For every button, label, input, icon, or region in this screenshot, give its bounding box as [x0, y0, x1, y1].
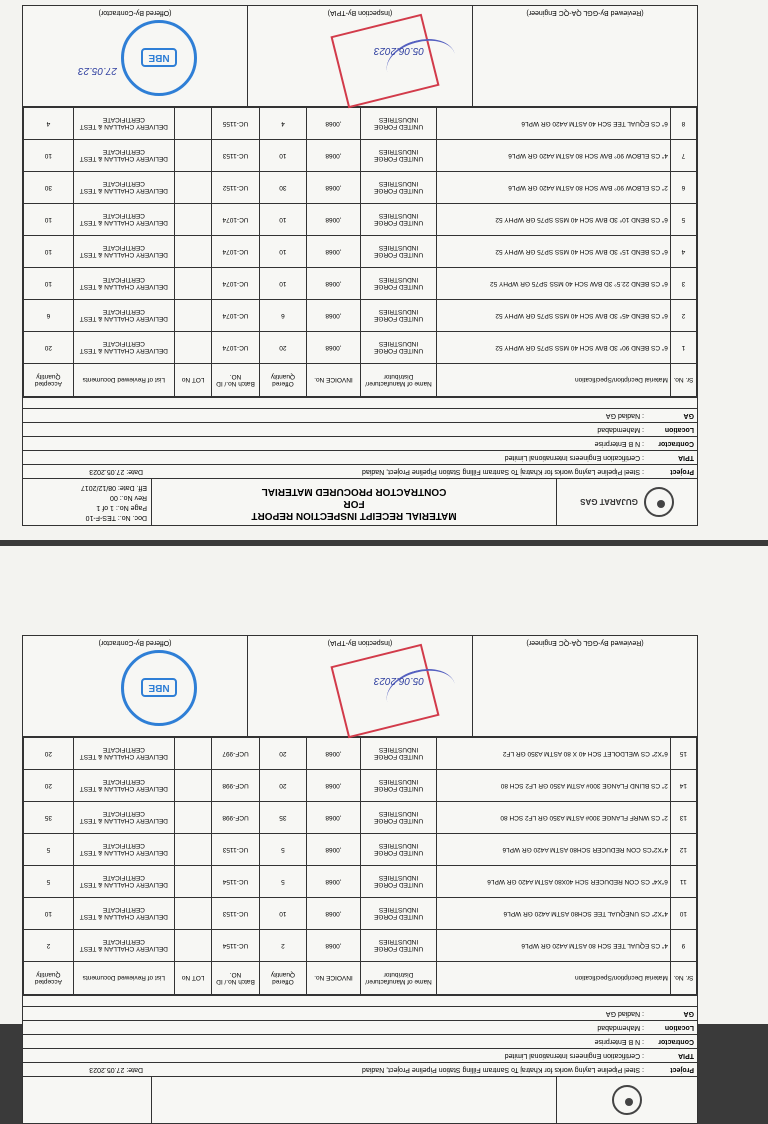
batch-cell: UC-1074 — [212, 204, 259, 236]
invoice-cell: ,0068 — [307, 172, 360, 204]
offered-qty-cell: 5 — [259, 866, 307, 898]
lot-cell — [174, 204, 212, 236]
batch-cell: UC-1074 — [212, 236, 259, 268]
manufacturer-cell: UNITED FORGE INDUSTRIES — [360, 866, 437, 898]
manufacturer-cell: UNITED FORGE INDUSTRIES — [360, 300, 437, 332]
documents-cell: DELIVERY CHALLAN & TEST CERTIFICATE — [73, 108, 174, 140]
ga-value: : Nadiad GA — [605, 1010, 644, 1017]
invoice-cell: ,0068 — [307, 770, 360, 802]
col-lot: LOT No — [174, 364, 212, 397]
location-label: Location — [664, 426, 694, 433]
tpia-value: : Certification Engineers International Limited — [504, 454, 644, 461]
report-page-2 — [0, 546, 768, 1073]
ga-row — [23, 1006, 697, 1020]
offered-qty-cell: 10 — [259, 268, 307, 300]
sr-no-cell: 14 — [670, 770, 696, 802]
invoice-cell: ,0068 — [307, 834, 360, 866]
description-cell: 2" CS ELBOW 90° B/W SCH 80 ASTM A420 GR WPL6 — [437, 172, 670, 204]
location-value: : Mahemdabad — [597, 1024, 644, 1031]
invoice-cell: ,0068 — [307, 898, 360, 930]
sr-no-cell: 13 — [670, 802, 696, 834]
description-cell: 2" CS WNRF FLANGE 300# ASTM A350 GR LF2 SCH 80 — [437, 802, 670, 834]
project-row — [23, 1062, 697, 1076]
report-header — [23, 478, 697, 525]
documents-cell: DELIVERY CHALLAN & TEST CERTIFICATE — [73, 300, 174, 332]
ggl-signature-label: (Reviewed By-GGL QA-QC Engineer) — [526, 9, 644, 16]
project-row — [23, 464, 697, 478]
report-date: Date: 27.05.2023 — [89, 468, 143, 475]
sr-no-cell: 9 — [670, 930, 696, 962]
sr-no-cell: 7 — [670, 140, 696, 172]
offered-qty-cell: 4 — [259, 108, 307, 140]
description-cell: 6" CS BEND 22.5° 3D B/W SCH 40 MSS SP75 GR WPHY 52 — [437, 268, 670, 300]
flame-logo-icon — [612, 1085, 642, 1115]
col-documents: List of Reviewed Documents — [73, 364, 174, 397]
accepted-qty-cell: 20 — [24, 770, 74, 802]
col-manufacturer: Name of Manufacturer/ Distributor — [360, 364, 437, 397]
lot-cell — [174, 834, 212, 866]
batch-cell: UC-1153 — [212, 898, 259, 930]
location-value: : Mahemdabad — [597, 426, 644, 433]
gujarat-gas-logo — [556, 479, 697, 525]
table-row — [24, 108, 697, 140]
spacer-row — [23, 397, 697, 408]
documents-cell: DELIVERY CHALLAN & TEST CERTIFICATE — [73, 770, 174, 802]
documents-cell: DELIVERY CHALLAN & TEST CERTIFICATE — [73, 332, 174, 364]
manufacturer-cell: UNITED FORGE INDUSTRIES — [360, 738, 437, 770]
accepted-qty-cell: 4 — [24, 108, 74, 140]
ga-row — [23, 408, 697, 422]
doc-info — [23, 479, 151, 525]
batch-cell: UC-1153 — [212, 834, 259, 866]
spacer-row — [23, 995, 697, 1006]
offered-qty-cell: 20 — [259, 738, 307, 770]
tpia-signature-label: (Inspection By-TPIA) — [327, 639, 393, 646]
report-title — [151, 1077, 556, 1123]
manufacturer-cell: UNITED FORGE INDUSTRIES — [360, 172, 437, 204]
lot-cell — [174, 108, 212, 140]
description-cell: 6"X2" CS WELDOLET SCH 40 X 80 ASTM A350 GR LF2 — [437, 738, 670, 770]
flame-logo-icon — [644, 487, 674, 517]
table-row — [24, 738, 697, 770]
invoice-cell: ,0068 — [307, 140, 360, 172]
documents-cell: DELIVERY CHALLAN & TEST CERTIFICATE — [73, 140, 174, 172]
lot-cell — [174, 738, 212, 770]
items-table — [23, 107, 697, 397]
page-number: Page No.: 1 of 1 — [96, 504, 147, 511]
sr-no-cell: 3 — [670, 268, 696, 300]
ggl-signature-cell — [472, 636, 697, 736]
project-value: : Steel Pipeline Laying works for Khatraj To Santram Filling Station Pipeline Project, Nadiad — [362, 1066, 644, 1073]
sr-no-cell: 11 — [670, 866, 696, 898]
invoice-cell: ,0068 — [307, 204, 360, 236]
col-offered-qty: Offered Quantity — [259, 364, 307, 397]
sr-no-cell: 8 — [670, 108, 696, 140]
contractor-row — [23, 436, 697, 450]
description-cell: 6" CS BEND 10° 3D B/W SCH 40 MSS SP75 GR WPHY 52 — [437, 204, 670, 236]
col-batch: Batch No./ ID NO. — [212, 962, 259, 995]
invoice-cell: ,0068 — [307, 738, 360, 770]
items-body — [24, 738, 697, 962]
lot-cell — [174, 802, 212, 834]
accepted-qty-cell: 30 — [24, 172, 74, 204]
lot-cell — [174, 332, 212, 364]
ggl-signature-label: (Reviewed By-GGL QA-QC Engineer) — [526, 639, 644, 646]
lot-cell — [174, 268, 212, 300]
accepted-qty-cell: 35 — [24, 802, 74, 834]
table-row — [24, 802, 697, 834]
tpia-signature-label: (Inspection By-TPIA) — [327, 9, 393, 16]
report-form — [22, 5, 698, 526]
manufacturer-cell: UNITED FORGE INDUSTRIES — [360, 802, 437, 834]
revision-number: Rev No.: 00 — [110, 494, 147, 501]
description-cell: 6"X4" CS CON REDUCER SCH 40X80 ASTM A420 GR WPL6 — [437, 866, 670, 898]
invoice-cell: ,0068 — [307, 866, 360, 898]
gujarat-gas-logo — [556, 1077, 697, 1123]
contractor-signature-cell — [23, 636, 247, 736]
offered-qty-cell: 30 — [259, 172, 307, 204]
offered-qty-cell: 10 — [259, 898, 307, 930]
report-date: Date: 27.05.2023 — [89, 1066, 143, 1073]
sr-no-cell: 15 — [670, 738, 696, 770]
project-label: Project — [670, 468, 694, 475]
offered-qty-cell: 10 — [259, 204, 307, 236]
contractor-label: Contractor — [658, 1038, 694, 1045]
contractor-value: : N B Enterprise — [594, 440, 644, 447]
stamp-abbreviation: NBE — [141, 679, 176, 698]
location-row — [23, 1020, 697, 1034]
tpia-row — [23, 450, 697, 464]
col-description: Material Decription/Specification — [437, 962, 670, 995]
manufacturer-cell: UNITED FORGE INDUSTRIES — [360, 930, 437, 962]
report-title — [151, 479, 556, 525]
ga-label: GA — [683, 1010, 694, 1017]
ga-value: : Nadiad GA — [605, 412, 644, 419]
accepted-qty-cell: 10 — [24, 268, 74, 300]
offered-qty-cell: 6 — [259, 300, 307, 332]
lot-cell — [174, 930, 212, 962]
accepted-qty-cell: 6 — [24, 300, 74, 332]
col-invoice: INVOICE No. — [307, 962, 360, 995]
table-row — [24, 332, 697, 364]
contractor-signature-label: (Offered By-Contractor) — [98, 639, 172, 646]
ggl-signature-cell — [472, 6, 697, 106]
tpia-label: TPIA — [678, 1052, 694, 1059]
batch-cell: UCF-997 — [212, 738, 259, 770]
contractor-value: : N B Enterprise — [594, 1038, 644, 1045]
manufacturer-cell: UNITED FORGE INDUSTRIES — [360, 898, 437, 930]
sr-no-cell: 5 — [670, 204, 696, 236]
accepted-qty-cell: 20 — [24, 332, 74, 364]
batch-cell: UC-1074 — [212, 332, 259, 364]
table-header-row — [24, 364, 697, 397]
title-line-3: CONTRACTOR PROCURED MATERIAL — [261, 486, 447, 497]
batch-cell: UCF-998 — [212, 802, 259, 834]
documents-cell: DELIVERY CHALLAN & TEST CERTIFICATE — [73, 236, 174, 268]
contractor-handwritten-date: 27.05.23 — [78, 65, 117, 76]
offered-qty-cell: 20 — [259, 770, 307, 802]
accepted-qty-cell: 5 — [24, 866, 74, 898]
title-line-1: MATERIAL RECEIPT INSPECTION REPORT — [251, 510, 457, 521]
manufacturer-cell: UNITED FORGE INDUSTRIES — [360, 204, 437, 236]
invoice-cell: ,0068 — [307, 108, 360, 140]
accepted-qty-cell: 10 — [24, 140, 74, 172]
documents-cell: DELIVERY CHALLAN & TEST CERTIFICATE — [73, 268, 174, 300]
manufacturer-cell: UNITED FORGE INDUSTRIES — [360, 108, 437, 140]
table-row — [24, 866, 697, 898]
description-cell: 2" CS BLIND FLANGE 300# ASTM A350 GR LF2 SCH 80 — [437, 770, 670, 802]
description-cell: 6" CS EQUAL TEE SCH 40 ASTM A420 GR WPL6 — [437, 108, 670, 140]
batch-cell: UC-1074 — [212, 300, 259, 332]
items-table — [23, 737, 697, 995]
manufacturer-cell: UNITED FORGE INDUSTRIES — [360, 770, 437, 802]
tpia-row — [23, 1048, 697, 1062]
nb-enterprise-stamp — [121, 20, 197, 96]
report-page-1 — [0, 0, 768, 540]
col-documents: List of Reviewed Documents — [73, 962, 174, 995]
col-sr-no: Sr. No. — [670, 364, 696, 397]
batch-cell: UC-1153 — [212, 140, 259, 172]
nb-enterprise-stamp — [121, 650, 197, 726]
col-batch: Batch No./ ID NO. — [212, 364, 259, 397]
documents-cell: DELIVERY CHALLAN & TEST CERTIFICATE — [73, 930, 174, 962]
effective-date: Eff. Date: 08/12/2017 — [80, 484, 147, 491]
manufacturer-cell: UNITED FORGE INDUSTRIES — [360, 140, 437, 172]
manufacturer-cell: UNITED FORGE INDUSTRIES — [360, 268, 437, 300]
sr-no-cell: 2 — [670, 300, 696, 332]
sr-no-cell: 10 — [670, 898, 696, 930]
lot-cell — [174, 770, 212, 802]
col-description: Material Decription/Specification — [437, 364, 670, 397]
accepted-qty-cell: 5 — [24, 834, 74, 866]
col-manufacturer: Name of Manufacturer/ Distributor — [360, 962, 437, 995]
tpia-handwritten-date: 05.06.2023 — [373, 45, 424, 56]
location-label: Location — [664, 1024, 694, 1031]
sr-no-cell: 1 — [670, 332, 696, 364]
batch-cell: UC-1074 — [212, 268, 259, 300]
contractor-row — [23, 1034, 697, 1048]
accepted-qty-cell: 20 — [24, 738, 74, 770]
offered-qty-cell: 10 — [259, 140, 307, 172]
table-row — [24, 930, 697, 962]
description-cell: 4"X2"CS CON REDUCER SCH80 ASTM A420 GR WPL6 — [437, 834, 670, 866]
manufacturer-cell: UNITED FORGE INDUSTRIES — [360, 834, 437, 866]
location-row — [23, 422, 697, 436]
sr-no-cell: 4 — [670, 236, 696, 268]
table-row — [24, 140, 697, 172]
col-accepted-qty: Accepted Quantity — [24, 962, 74, 995]
offered-qty-cell: 5 — [259, 834, 307, 866]
sr-no-cell: 6 — [670, 172, 696, 204]
tpia-signature-cell — [247, 636, 472, 736]
batch-cell: UC-1155 — [212, 108, 259, 140]
batch-cell: UC-1154 — [212, 866, 259, 898]
doc-number: Doc. No.: TES-F-10 — [85, 514, 147, 521]
documents-cell: DELIVERY CHALLAN & TEST CERTIFICATE — [73, 172, 174, 204]
table-header-row — [24, 962, 697, 995]
table-row — [24, 300, 697, 332]
project-value: : Steel Pipeline Laying works for Khatraj To Santram Filling Station Pipeline Project, Nadiad — [362, 468, 644, 475]
lot-cell — [174, 172, 212, 204]
invoice-cell: ,0068 — [307, 268, 360, 300]
offered-qty-cell: 35 — [259, 802, 307, 834]
tpia-signature-cell — [247, 6, 472, 106]
col-accepted-qty: Accepted Quantity — [24, 364, 74, 397]
documents-cell: DELIVERY CHALLAN & TEST CERTIFICATE — [73, 802, 174, 834]
batch-cell: UC-1152 — [212, 172, 259, 204]
description-cell: 6" CS BEND 90° 3D B/W SCH 40 MSS SP75 GR WPHY 52 — [437, 332, 670, 364]
col-invoice: INVOICE No. — [307, 364, 360, 397]
table-row — [24, 172, 697, 204]
invoice-cell: ,0068 — [307, 930, 360, 962]
contractor-signature-label: (Offered By-Contractor) — [98, 9, 172, 16]
lot-cell — [174, 236, 212, 268]
sr-no-cell: 12 — [670, 834, 696, 866]
documents-cell: DELIVERY CHALLAN & TEST CERTIFICATE — [73, 898, 174, 930]
accepted-qty-cell: 2 — [24, 930, 74, 962]
batch-cell: UCF-998 — [212, 770, 259, 802]
table-row — [24, 236, 697, 268]
lot-cell — [174, 300, 212, 332]
signature-row — [23, 636, 697, 737]
table-row — [24, 770, 697, 802]
invoice-cell: ,0068 — [307, 332, 360, 364]
documents-cell: DELIVERY CHALLAN & TEST CERTIFICATE — [73, 738, 174, 770]
lot-cell — [174, 140, 212, 172]
ga-label: GA — [683, 412, 694, 419]
project-label: Project — [670, 1066, 694, 1073]
contractor-label: Contractor — [658, 440, 694, 447]
signature-row — [23, 6, 697, 107]
description-cell: 6" CS BEND 15° 3D B/W SCH 40 MSS SP75 GR WPHY 52 — [437, 236, 670, 268]
description-cell: 4" CS EQUAL TEE SCH 80 ASTM A420 GR WPL6 — [437, 930, 670, 962]
documents-cell: DELIVERY CHALLAN & TEST CERTIFICATE — [73, 204, 174, 236]
table-row — [24, 204, 697, 236]
table-row — [24, 898, 697, 930]
offered-qty-cell: 20 — [259, 332, 307, 364]
description-cell: 4" CS ELBOW 90° B/W SCH 80 ASTM A420 GR WPL6 — [437, 140, 670, 172]
tpia-value: : Certification Engineers International Limited — [504, 1052, 644, 1059]
table-row — [24, 268, 697, 300]
stamp-abbreviation: NBE — [141, 49, 176, 68]
invoice-cell: ,0068 — [307, 802, 360, 834]
col-offered-qty: Offered Quantity — [259, 962, 307, 995]
manufacturer-cell: UNITED FORGE INDUSTRIES — [360, 332, 437, 364]
offered-qty-cell: 10 — [259, 236, 307, 268]
logo-text: GUJARAT GAS — [580, 497, 638, 507]
description-cell: 6" CS BEND 45° 3D B/W SCH 40 MSS SP75 GR WPHY 52 — [437, 300, 670, 332]
offered-qty-cell: 2 — [259, 930, 307, 962]
accepted-qty-cell: 10 — [24, 204, 74, 236]
accepted-qty-cell: 10 — [24, 236, 74, 268]
items-body — [24, 108, 697, 364]
manufacturer-cell: UNITED FORGE INDUSTRIES — [360, 236, 437, 268]
tpia-handwritten-date: 05.06.2023 — [373, 675, 424, 686]
rotated-content — [0, 546, 768, 1073]
report-header — [23, 1076, 697, 1123]
report-form — [22, 635, 698, 1124]
batch-cell: UC-1154 — [212, 930, 259, 962]
rotated-content — [0, 0, 768, 540]
invoice-cell: ,0068 — [307, 300, 360, 332]
table-row — [24, 834, 697, 866]
col-lot: LOT No — [174, 962, 212, 995]
documents-cell: DELIVERY CHALLAN & TEST CERTIFICATE — [73, 866, 174, 898]
doc-info — [23, 1077, 151, 1123]
title-line-2: FOR — [343, 498, 365, 509]
lot-cell — [174, 898, 212, 930]
description-cell: 4"X2" CS UNEQUAL TEE SCH80 ASTM A420 GR WPL6 — [437, 898, 670, 930]
col-sr-no: Sr. No. — [670, 962, 696, 995]
tpia-label: TPIA — [678, 454, 694, 461]
invoice-cell: ,0068 — [307, 236, 360, 268]
lot-cell — [174, 866, 212, 898]
accepted-qty-cell: 10 — [24, 898, 74, 930]
documents-cell: DELIVERY CHALLAN & TEST CERTIFICATE — [73, 834, 174, 866]
contractor-signature-cell — [23, 6, 247, 106]
